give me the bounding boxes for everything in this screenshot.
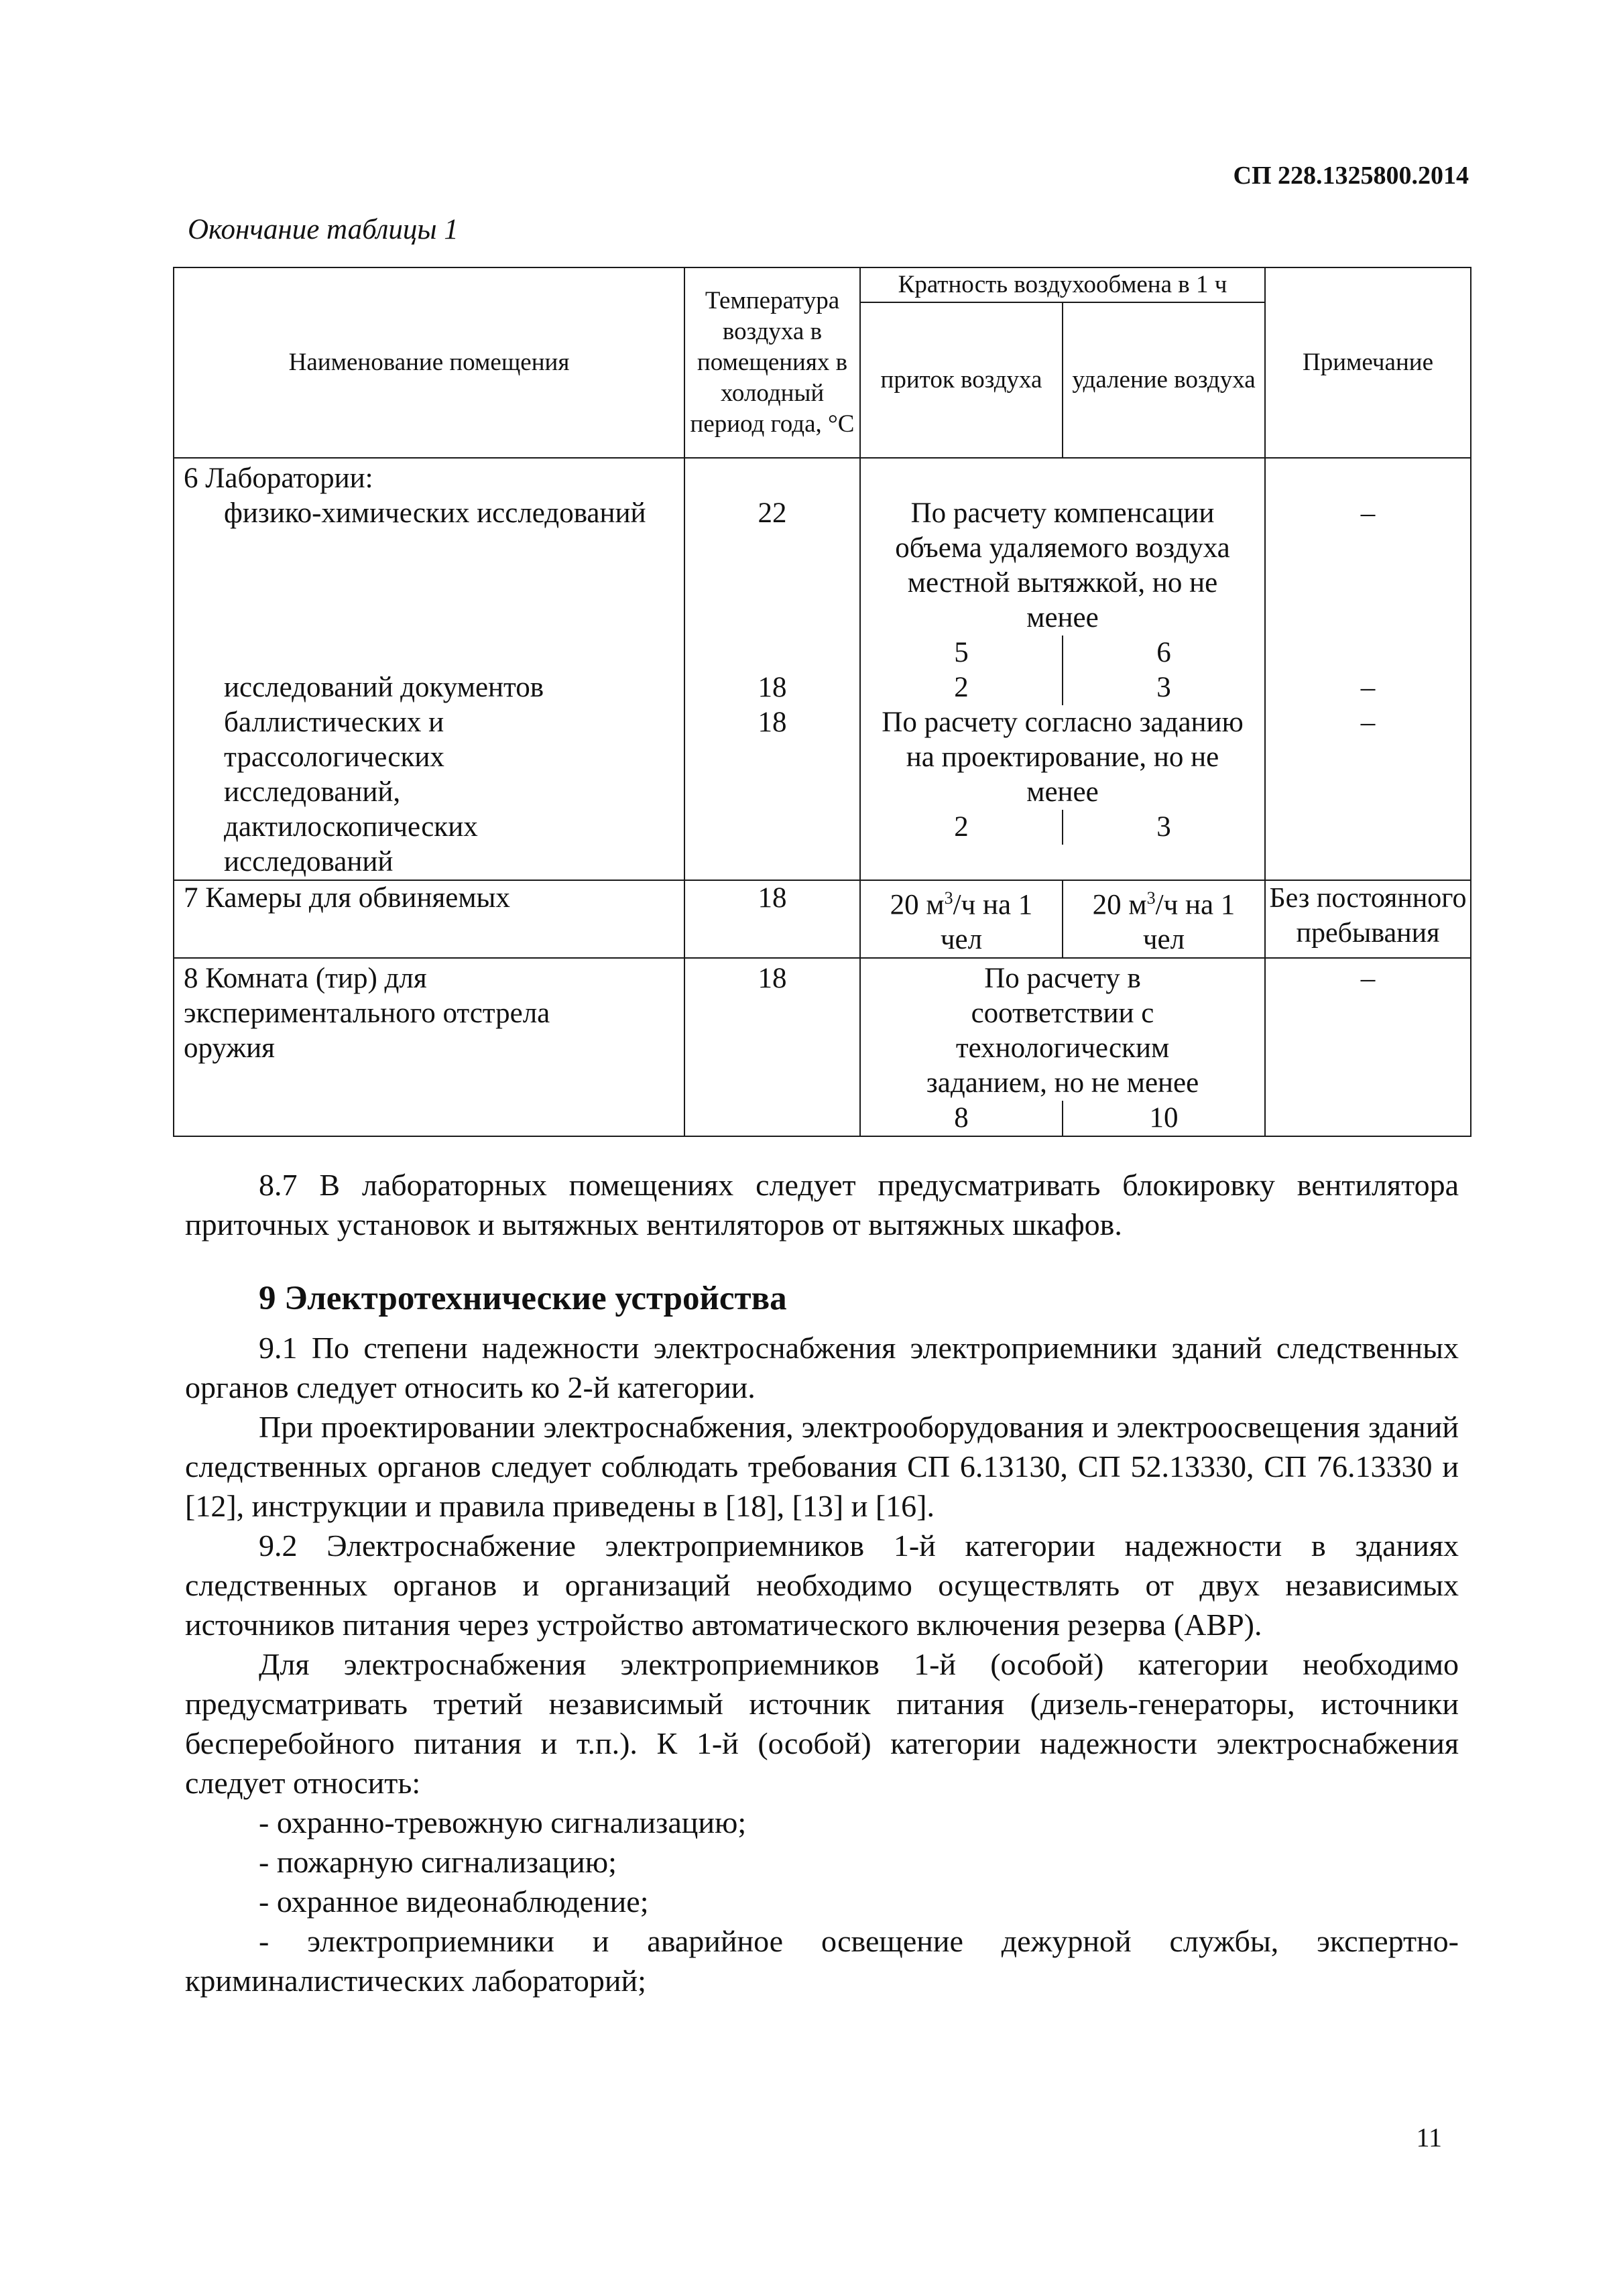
paragraph-9-1: 9.1 По степени надежности электроснабжения электроприемники зданий следственных органов следует относить ко 2-й категории.	[185, 1331, 1459, 1404]
section-heading-9: 9 Электротехнические устройства	[259, 1280, 787, 1317]
row-temperature: 18	[684, 670, 860, 705]
row-supply: 8	[861, 1101, 1063, 1136]
row-exhaust: 3	[1156, 811, 1171, 843]
table-caption: Окончание таблицы 1	[188, 214, 459, 245]
body-text	[185, 1165, 1459, 2000]
list-item: - пожарную сигнализацию;	[259, 1845, 617, 1879]
row-exhaust: 20 $м^3/ч$ на 1 чел	[1092, 888, 1236, 956]
header-temperature: Температура воздуха в помещениях в холодный период года, °С	[684, 267, 860, 458]
lab-section-title: 6 Лаборатории:	[184, 463, 373, 494]
header-air-exchange: Кратность воздухообмена в 1 ч	[860, 267, 1265, 302]
row-note: –	[1265, 670, 1471, 705]
row-temperature: 18	[684, 880, 860, 958]
row-name: 8 Комната (тир) для экспериментального отстрела оружия	[174, 958, 684, 1136]
row-exchange-text: По расчету в соответствии с технологическим заданием, но не менее	[926, 963, 1199, 1099]
row-exhaust: 3	[1156, 672, 1171, 703]
table-row	[174, 880, 1471, 958]
table-row	[174, 958, 1471, 1136]
table-row	[174, 705, 1471, 880]
row-supply: 20 $м^3/ч$ на 1 чел	[890, 888, 1033, 956]
document-code: СП 228.1325800.2014	[1233, 162, 1469, 190]
table-row	[174, 458, 1471, 670]
row-note: –	[1265, 958, 1471, 1136]
row-note: Без постоянного пребывания	[1265, 880, 1471, 958]
list-item: - электроприемники и аварийное освещение дежурной службы, экспертно-криминалистических лабораторий;	[185, 1924, 1459, 1998]
row-exchange-text: По расчету согласно заданию на проектирование, но не менее	[882, 707, 1244, 808]
row-temperature: 18	[684, 705, 860, 880]
paragraph-8-7: 8.7 В лабораторных помещениях следует предусматривать блокировку вентилятора приточных установок и вытяжных вентиляторов от вытяжных шкафов.	[185, 1168, 1459, 1242]
list-item: - охранное видеонаблюдение;	[259, 1884, 649, 1919]
row-temperature: 18	[684, 958, 860, 1136]
page-number: 11	[1416, 2122, 1442, 2153]
header-note: Примечание	[1265, 267, 1471, 458]
paragraph-9-1-design: При проектировании электроснабжения, электрооборудования и электроосвещения зданий следственных органов следует соблюдать требования СП 6.13130, СП 52.13330, СП 76.13330 и [12], инструкции и правила приведены в [18], [13] и [16].	[185, 1410, 1459, 1523]
row-note: –	[1265, 705, 1471, 880]
row-supply: 2	[861, 810, 1063, 845]
row-temperature: 22	[758, 497, 787, 529]
table-header-row	[174, 267, 1471, 302]
row-exchange-text: По расчету компенсации объема удаляемого воздуха местной вытяжкой, но не менее	[895, 497, 1230, 633]
row-exhaust: 10	[1149, 1102, 1179, 1134]
row-name: 7 Камеры для обвиняемых	[174, 880, 684, 958]
row-note: –	[1360, 497, 1376, 529]
list-item: - охранно-тревожную сигнализацию;	[259, 1805, 747, 1839]
paragraph-9-2: 9.2 Электроснабжение электроприемников 1-й категории надежности в зданиях следственных органов и организаций необходимо осуществлять от двух независимых источников питания через устройство автоматического включения резерва (АВР).	[185, 1528, 1459, 1642]
row-name: баллистических и трассологических исследований, дактилоскопических исследований	[224, 707, 478, 878]
header-supply: приток воздуха	[860, 302, 1063, 458]
row-exhaust: 6	[1156, 637, 1171, 668]
row-name: исследований документов	[224, 672, 544, 703]
header-exhaust: удаление воздуха	[1063, 302, 1265, 458]
header-room-name: Наименование помещения	[174, 267, 684, 458]
paragraph-9-2-special: Для электроснабжения электроприемников 1-й (особой) категории необходимо предусматривать третий независимый источник питания (дизель-генераторы, источники бесперебойного питания и т.п.). К 1-й (особой) категории надежности электроснабжения следует относить:	[185, 1647, 1459, 1800]
row-supply: 5	[861, 636, 1063, 670]
table-row	[174, 670, 1471, 705]
row-supply: 2	[861, 670, 1063, 705]
row-name: физико-химических исследований	[224, 497, 646, 529]
ventilation-table	[173, 267, 1471, 1137]
